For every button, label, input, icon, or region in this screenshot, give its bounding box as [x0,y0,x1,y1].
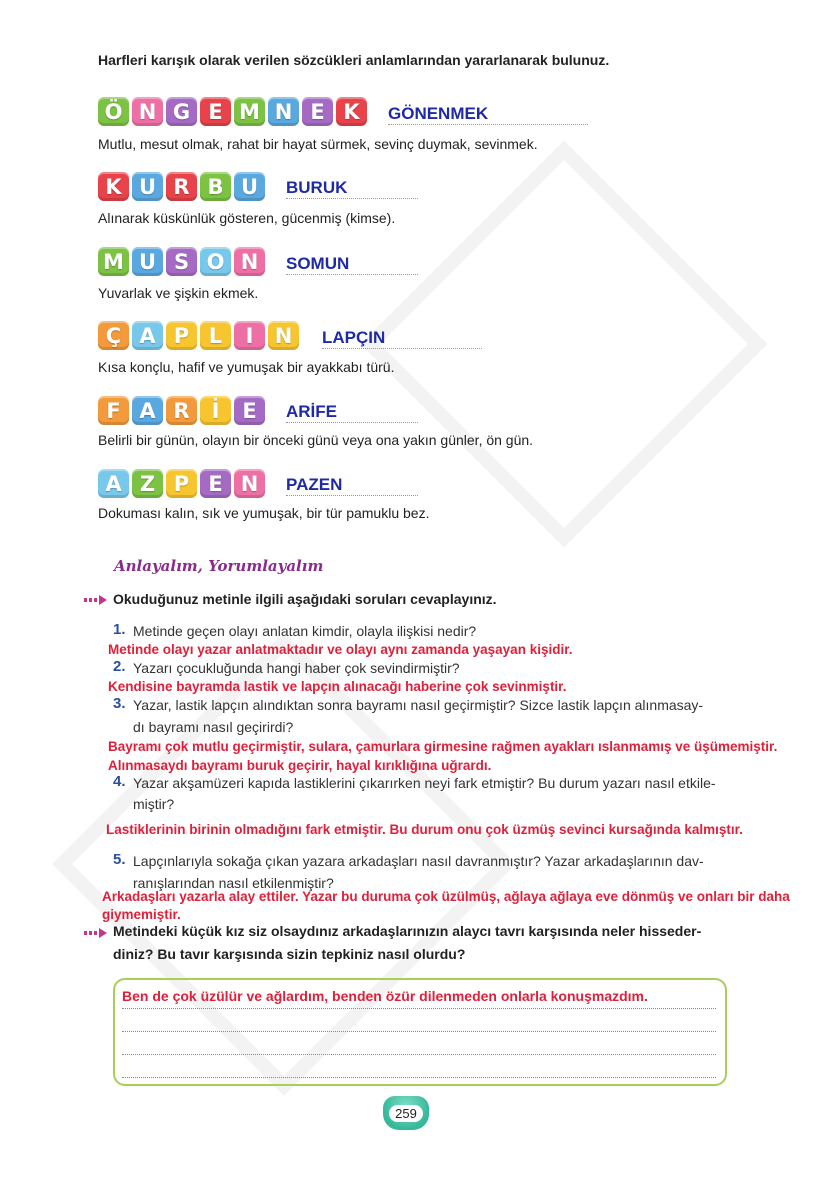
letter-tile: P [166,469,197,498]
letter-tile: U [234,172,265,201]
letter-tiles-6 [98,469,265,498]
letter-tile: Ç [98,321,129,350]
page-number-badge [383,1096,429,1130]
question-number: 2. [113,658,126,675]
question-text: dı bayramı nasıl geçirirdi? [133,719,294,735]
handwritten-answer: Lastiklerinin birinin olmadığını fark etmiştir. Bu durum onu çok üzmüş sevinci kursağında kalmıştır. [106,822,743,837]
letter-tile: Ö [98,97,129,126]
letter-tile: E [302,97,333,126]
letter-tile: N [234,247,265,276]
letter-tiles-4 [98,321,299,350]
handwritten-answer: Metinde olayı yazar anlatmaktadır ve olayı aynı zamanda yaşayan kişidir. [108,642,573,657]
prompt-text: Okuduğunuz metinle ilgili aşağıdaki soruları cevaplayınız. [113,591,497,607]
question-number: 5. [113,851,126,868]
letter-tile: I [234,321,265,350]
letter-tile: E [200,469,231,498]
letter-tile: N [234,469,265,498]
letter-tiles-3 [98,247,265,276]
letter-tile: P [166,321,197,350]
answer-word-5: ARİFE [286,402,418,423]
question-number: 3. [113,695,126,712]
letter-tiles-2 [98,172,265,201]
letter-tile: N [268,321,299,350]
letter-tile: E [200,97,231,126]
letter-tile: A [132,321,163,350]
letter-tiles-5 [98,396,265,425]
answer-line [122,1077,716,1078]
answer-word-2: BURUK [286,178,418,199]
letter-tile: N [132,97,163,126]
letter-tile: A [132,396,163,425]
definition-1: Mutlu, mesut olmak, rahat bir hayat sürmek, sevinç duymak, sevinmek. [98,136,538,152]
letter-tile: N [268,97,299,126]
letter-tiles-1 [98,97,367,126]
question-text: Yazar, lastik lapçın alındıktan sonra bayramı nasıl geçirmiştir? Sizce lastik lapçın alınmasay- [133,697,704,713]
letter-tile: A [98,469,129,498]
letter-tile: E [234,396,265,425]
definition-6: Dokuması kalın, sık ve yumuşak, bir tür pamuklu bez. [98,505,430,521]
handwritten-answer: Ben de çok üzülür ve ağlardım, benden özür dilenmeden onlarla konuşmazdım. [122,988,648,1004]
answer-word-3: SOMUN [286,254,418,275]
handwritten-answer: Bayramı çok mutlu geçirmiştir, sulara, çamurlara girmesine rağmen ayakları ıslanmamış ve üşümemiştir. [108,739,778,754]
definition-2: Alınarak küskünlük gösteren, gücenmiş (kimse). [98,210,396,226]
arrow-icon [84,595,110,605]
prompt-text: Metindeki küçük kız siz olsaydınız arkadaşlarınızın alaycı tavrı karşısında neler hisseder- [113,923,702,939]
question-text: Yazarı çocukluğunda hangi haber çok sevindirmiştir? [133,660,460,676]
handwritten-answer: giymemiştir. [102,907,181,922]
question-text: Lapçınlarıyla sokağa çıkan yazara arkadaşları nasıl davranmıştır? Yazar arkadaşlarının dav- [133,853,704,869]
letter-tile: R [166,396,197,425]
answer-word-1: GÖNENMEK [388,104,588,125]
letter-tile: L [200,321,231,350]
arrow-icon [84,928,110,938]
answer-word-6: PAZEN [286,475,418,496]
handwritten-answer: Arkadaşları yazarla alay ettiler. Yazar bu duruma çok üzülmüş, ağlaya ağlaya eve dönmüş ve onları bir daha [102,889,790,904]
section-title: Anlayalım, Yorumlayalım [114,557,324,575]
question-text: Yazar akşamüzeri kapıda lastiklerini çıkarırken neyi fark etmiştir? Bu durum yazarı nasıl etkile- [133,775,716,791]
letter-tile: B [200,172,231,201]
question-number: 1. [113,621,126,638]
question-text: Metinde geçen olayı anlatan kimdir, olayla ilişkisi nedir? [133,623,477,639]
instruction-text: Harfleri karışık olarak verilen sözcükleri anlamlarından yararlanarak bulunuz. [98,52,610,68]
prompt-text: diniz? Bu tavır karşısında sizin tepkiniz nasıl olurdu? [113,946,466,962]
answer-line [122,1054,716,1055]
letter-tile: U [132,247,163,276]
answer-word-4: LAPÇIN [322,328,482,349]
letter-tile: M [98,247,129,276]
definition-5: Belirli bir günün, olayın bir önceki günü veya ona yakın günler, ön gün. [98,432,534,448]
letter-tile: K [98,172,129,201]
handwritten-answer: Alınmasaydı bayramı buruk geçirir, hayal kırıklığına uğrardı. [108,758,492,773]
letter-tile: O [200,247,231,276]
letter-tile: K [336,97,367,126]
letter-tile: S [166,247,197,276]
letter-tile: U [132,172,163,201]
letter-tile: G [166,97,197,126]
letter-tile: M [234,97,265,126]
question-text: ranışlarından nasıl etkilenmiştir? [133,875,334,891]
page-number: 259 [389,1105,423,1122]
question-text: miştir? [133,796,175,812]
answer-line [122,1008,716,1009]
letter-tile: Z [132,469,163,498]
answer-line [122,1031,716,1032]
letter-tile: R [166,172,197,201]
definition-4: Kısa konçlu, hafif ve yumuşak bir ayakkabı türü. [98,359,395,375]
letter-tile: İ [200,396,231,425]
handwritten-answer: Kendisine bayramda lastik ve lapçın alınacağı haberine çok sevinmiştir. [108,679,567,694]
definition-3: Yuvarlak ve şişkin ekmek. [98,285,259,301]
letter-tile: F [98,396,129,425]
question-number: 4. [113,773,126,790]
